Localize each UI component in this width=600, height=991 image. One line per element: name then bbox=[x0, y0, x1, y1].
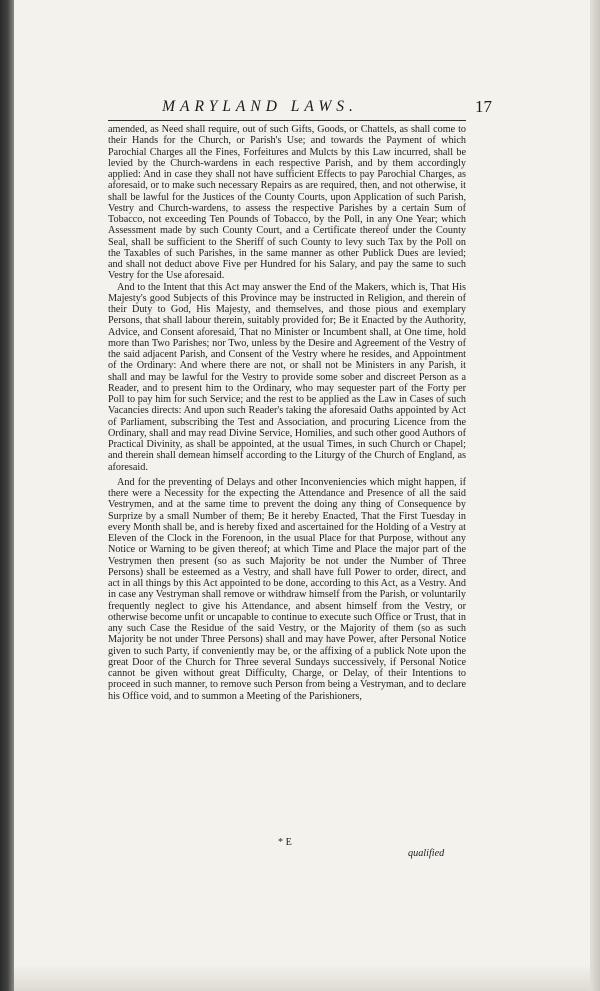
body-text bbox=[108, 124, 466, 702]
page-bottom-shade bbox=[14, 964, 590, 991]
paragraph-1: amended, as Need shall require, out of such Gifts, Goods, or Chattels, as shall come to their Hands for the Church, or Parish's Use; and towards the Payment of which Parochial Charges all the Fines, Forfeitures and Mulcts by this Law incurred, shall be levied by the Church-wardens in each respective Parish, and by them accordingly applied: And in case they shall not have sufficient Effects to pay Parochial Charges, as aforesaid, or to make such necessary Repairs as are required, then, and not otherwise, it shall be lawful for the Justices of the County Courts, upon Application of such Parish, Vestry and Church-wardens, to assess the respective Parishes by a certain Sum of Tobacco, not exceeding Ten Pounds of Tobacco, by the Poll, in any One Year; which Assessment made by such County Court, and a Certificate thereof under the County Seal, shall be sufficient to the Sheriff of such County to levy such Tax by the Poll on the Taxables of such Parishes, in the same manner as other Publick Dues are levied; and shall not deduct above Five per Hundred for his Salary, and pay the same to such Vestry for the Use aforesaid. bbox=[108, 124, 466, 282]
page-right-edge bbox=[590, 0, 600, 991]
catchword: qualified bbox=[408, 848, 445, 859]
book-gutter-shadow bbox=[0, 0, 14, 991]
header-rule bbox=[108, 120, 466, 121]
running-title: MARYLAND LAWS. bbox=[162, 98, 358, 115]
paragraph-2: And to the Intent that this Act may answer the End of the Makers, which is, That His Majesty's good Subjects of this Province may be instructed in Religion, and therein of their Duty to God, His Majesty, and themselves, and those pious and exemplary Persons, that shall labour therein, suitably provided for; Be it Enacted by the Authority, Advice, and Consent aforesaid, That no Minister or Incumbent shall, at One time, hold more than Two Parishes; nor Two, unless by the Desire and Agreement of the Vestry of the said adjacent Parish, and Consent of the Vestry where he resides, and Appointment of the Ordinary: And where there are not, or shall not be Ministers in any Parish, it shall and may be lawful for the Vestry to provide some sober and discreet Person as a Reader, and to present him to the Ordinary, who may sequester part of the Forty per Poll to pay him for such Service; and the rest to be applied as the Law in Cases of such Vacancies directs: And upon such Reader's taking the aforesaid Oaths appointed by Act of Parliament, subscribing the Test and Association, and procuring Licence from the Ordinary, shall and may read Divine Service, Homilies, and such other good Authors of Practical Divinity, as shall be appointed, at the usual Times, in such Church or Chapel; and therein shall demean himself according to the Liturgy of the Church of England, as aforesaid. bbox=[108, 281, 466, 473]
paragraph-3: And for the preventing of Delays and other Inconveniencies which might happen, if there were a Necessity for the expecting the Attendance and Presence of all the said Vestrymen, and at the same time to prevent the doing any thing of Consequence by Surprize by a small Number of them; Be it hereby Enacted, That the First Tuesday in every Month shall be, and is hereby fixed and ascertained for the Holding of a Vestry at Eleven of the Clock in the Forenoon, in the usual Place for that Purpose, without any Notice or Warning to be given thereof; at which Time and Place the major part of the Vestrymen then present (so as such Majority be not under the Number of Three Persons) shall be esteemed as a Vestry, and shall have full Power to order, direct, and act in all things by this Act appointed to be done, according to this Act, as a Vestry. And in case any Vestryman shall remove or withdraw himself from the Parish, or voluntarily frequently neglect to give his Attendance, and absent himself from the Vestry, or otherwise become unfit or uncapable to continue to execute such Office or Trust, that in any such Case the Residue of the said Vestry, or the Majority of them (so as such Majority be not under Three Persons) shall and may have Power, after Personal Notice given to such Party, if conveniently may be, or the affixing of a publick Note upon the great Door of the Church for Three several Sundays successively, if Personal Notice cannot be given without great Difficulty, Charge, or Delay, of their Intentions to proceed in such manner, to remove such Person from being a Vestryman, and to declare his Office void, and to summon a Meeting of the Parishioners, bbox=[108, 476, 466, 702]
page-number: 17 bbox=[475, 97, 492, 116]
signature-mark: * E bbox=[278, 837, 292, 848]
